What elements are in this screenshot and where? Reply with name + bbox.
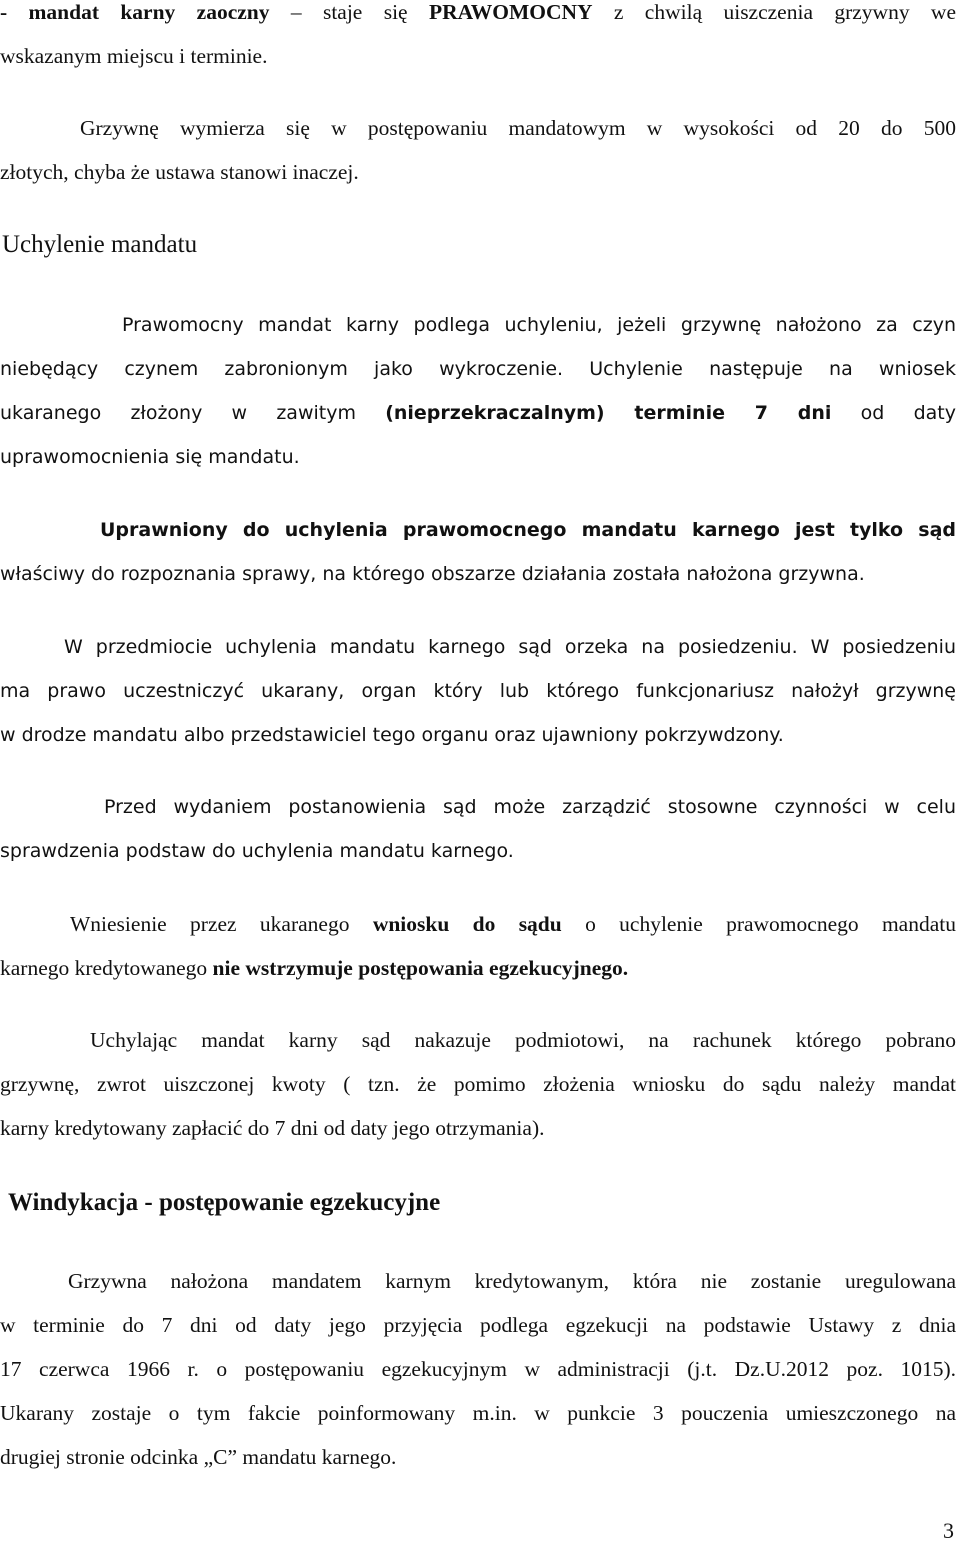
paragraph-uchylajac-line-3: karny kredytowany zapłacić do 7 dni od daty jego otrzymania). <box>0 1116 545 1140</box>
paragraph-wniesienie-line-2 <box>0 954 956 982</box>
paragraph-posiedzenie-line-3: w drodze mandatu albo przedstawiciel tego organu oraz ujawniony pokrzywdzony. <box>0 724 784 746</box>
text-span: z chwilą uiszczenia grzywny we <box>592 0 956 24</box>
term-mandat-zaoczny: - mandat karny zaoczny <box>0 0 270 24</box>
term-nie-wstrzymuje: nie wstrzymuje postępowania egzekucyjnego. <box>212 956 629 980</box>
section-heading-uchylenie: Uchylenie mandatu <box>2 231 198 258</box>
text-span: karnego kredytowanego <box>0 956 213 980</box>
term-termin-7-dni: (nieprzekraczalnym) terminie 7 dni <box>385 402 832 424</box>
text-span: ukaranego złożony w zawitym <box>0 402 386 424</box>
paragraph-windykacja-line-3: 17 czerwca 1966 r. o postępowaniu egzekucyjnym w administracji (j.t. Dz.U.2012 poz. 1015). <box>0 1357 956 1381</box>
term-prawomocny: PRAWOMOCNY <box>428 0 593 24</box>
paragraph-posiedzenie-line-1: W przedmiocie uchylenia mandatu karnego sąd orzeka na posiedzeniu. W posiedzeniu <box>64 636 956 658</box>
paragraph-uchylajac-line-2: grzywnę, zwrot uiszczonej kwoty ( tzn. że pomimo złożenia wniosku do sądu należy mandat <box>0 1072 956 1096</box>
paragraph-windykacja-line-2: w terminie do 7 dni od daty jego przyjęcia podlega egzekucji na podstawie Ustawy z dnia <box>0 1313 956 1337</box>
paragraph-grzywna-line-1: Grzywnę wymierza się w postępowaniu mandatowym w wysokości od 20 do 500 <box>80 116 956 140</box>
text-span: o uchylenie prawomocnego mandatu <box>561 912 956 936</box>
paragraph-uprawniony-line-1: Uprawniony do uchylenia prawomocnego mandatu karnego jest tylko sąd <box>100 519 956 541</box>
term-wniosku-do-sadu: wniosku do sądu <box>372 912 562 936</box>
paragraph-przed-wydaniem-line-1: Przed wydaniem postanowienia sąd może zarządzić stosowne czynności w celu <box>104 796 956 818</box>
section-heading-windykacja: Windykacja - postępowanie egzekucyjne <box>8 1189 441 1216</box>
paragraph-posiedzenie-line-2: ma prawo uczestniczyć ukarany, organ który lub którego funkcjonariusz nałożył grzywnę <box>0 680 956 702</box>
paragraph-uchylajac-line-1: Uchylając mandat karny sąd nakazuje podmiotowi, na rachunek którego pobrano <box>90 1028 956 1052</box>
paragraph-uchylenie-line-2: niebędący czynem zabronionym jako wykroczenie. Uchylenie następuje na wniosek <box>0 358 956 380</box>
paragraph-mandat-zaoczny-line-2: wskazanym miejscu i terminie. <box>0 44 268 68</box>
paragraph-uchylenie-line-1: Prawomocny mandat karny podlega uchyleniu, jeżeli grzywnę nałożono za czyn <box>122 314 956 336</box>
text-span: Wniesienie przez ukaranego <box>70 912 373 936</box>
paragraph-uchylenie-line-4: uprawomocnienia się mandatu. <box>0 446 300 468</box>
paragraph-wniesienie-line-1 <box>70 910 956 938</box>
paragraph-uchylenie-line-3 <box>0 399 956 427</box>
paragraph-grzywna-line-2: złotych, chyba że ustawa stanowi inaczej. <box>0 160 359 184</box>
text-span: od daty <box>831 402 956 424</box>
paragraph-windykacja-line-1: Grzywna nałożona mandatem karnym kredytowanym, która nie zostanie uregulowana <box>68 1269 956 1293</box>
paragraph-windykacja-line-4: Ukarany zostaje o tym fakcie poinformowany m.in. w punkcie 3 pouczenia umieszczonego na <box>0 1401 956 1425</box>
paragraph-mandat-zaoczny-line-1 <box>0 0 956 26</box>
paragraph-uprawniony-line-2: właściwy do rozpoznania sprawy, na którego obszarze działania została nałożona grzywna. <box>0 563 865 585</box>
paragraph-windykacja-line-5: drugiej stronie odcinka „C” mandatu karnego. <box>0 1445 397 1469</box>
paragraph-przed-wydaniem-line-2: sprawdzenia podstaw do uchylenia mandatu karnego. <box>0 840 514 862</box>
text-span: – staje się <box>269 0 429 24</box>
page-number: 3 <box>943 1518 954 1543</box>
